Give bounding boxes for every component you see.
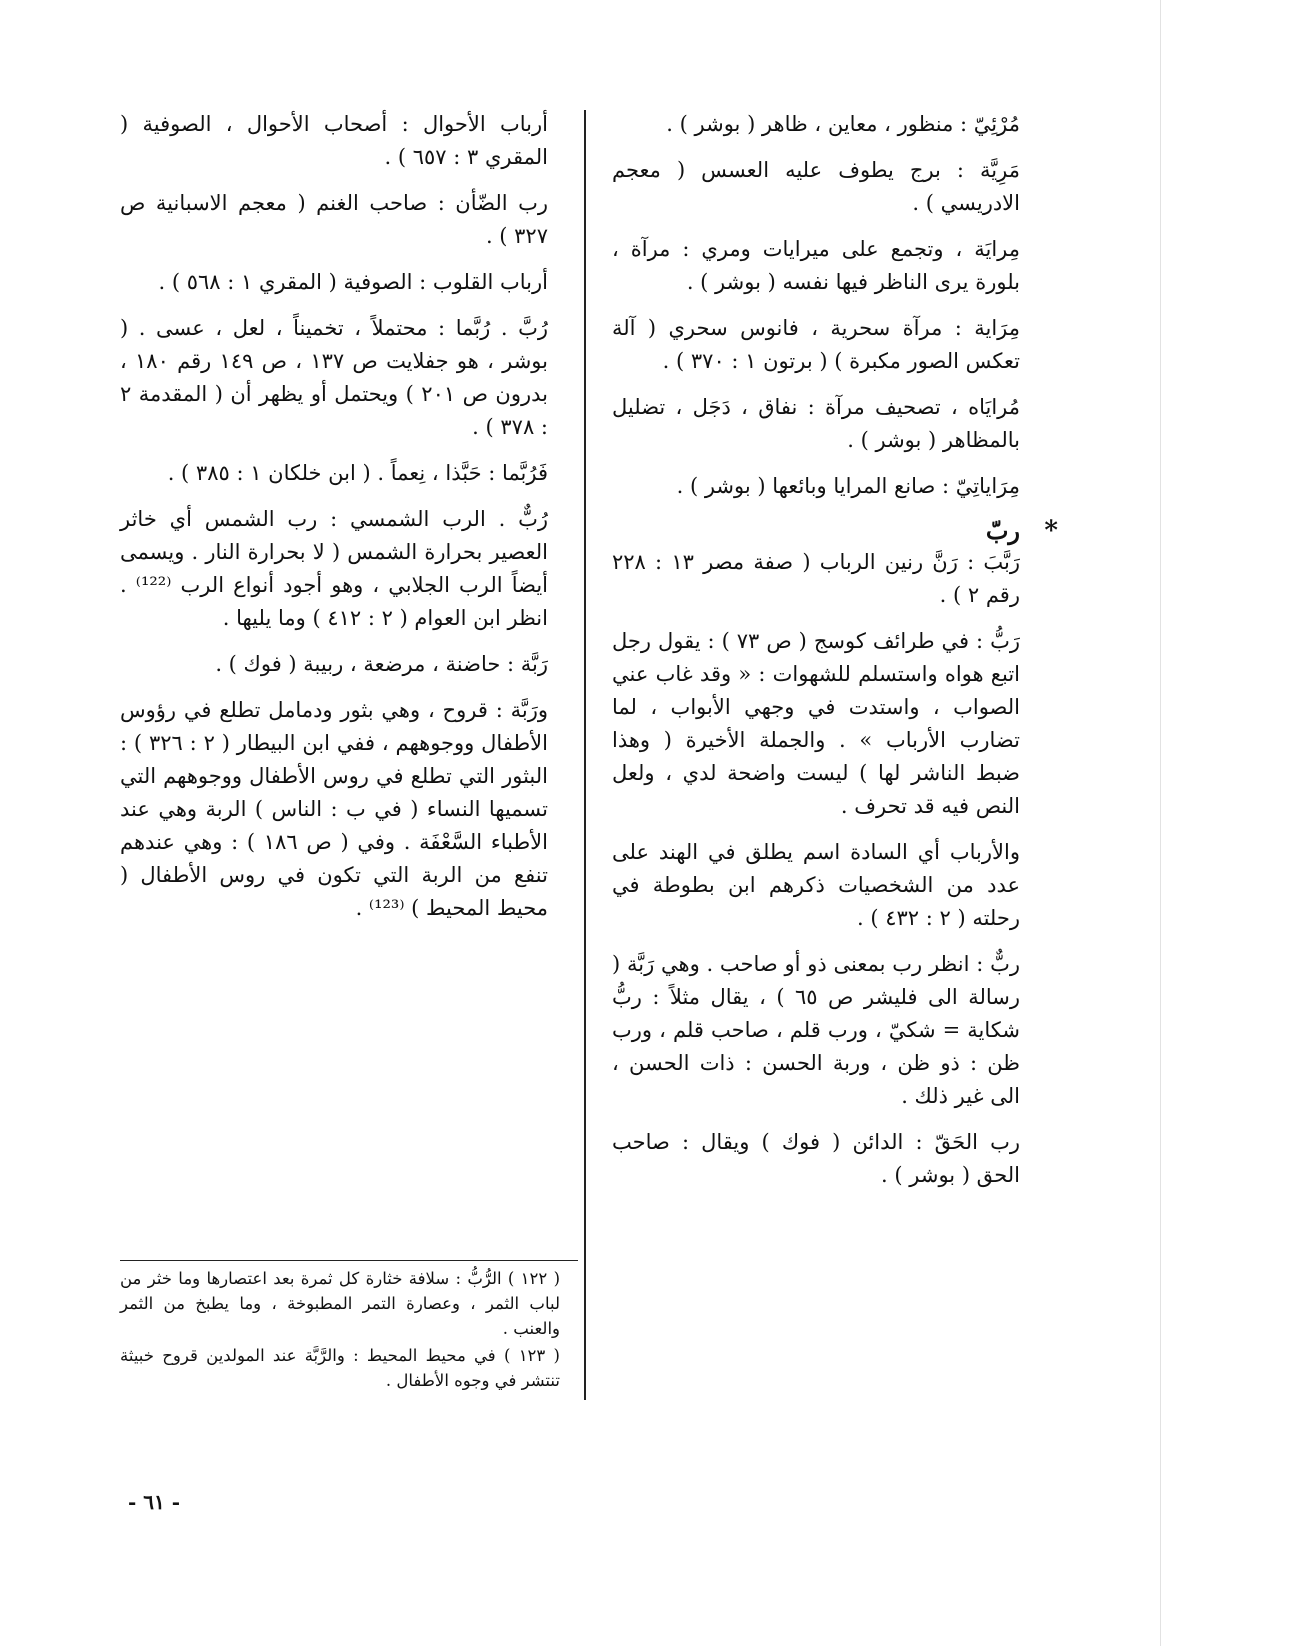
root-headword	[612, 516, 1058, 546]
headword-text: ربّ	[985, 516, 1020, 545]
entry: مِرَاية : مرآة سحرية ، فانوس سحري ( آلة تعكس الصور مكبرة ) ( برتون ١ : ٣٧٠ ) .	[612, 316, 1020, 373]
left-column	[120, 108, 548, 938]
footnote-rule	[120, 1260, 578, 1261]
entry: رَبَّة : حاضنة ، مرضعة ، ربيبة ( فوك ) .	[215, 652, 548, 676]
star-marker: *	[1044, 516, 1058, 546]
entry: ورَبَّة : قروح ، وهي بثور ودمامل تطلع في رؤوس الأطفال ووجوههم ، ففي ابن البيطار ( ٢ : ٣٢٦ ) : البثور التي تطلع في روس الأطفال ووجوههم التي تسميها النساء ( في ب : الناس ) الربة وهي عند الأطباء السَّعْفَة . وفي ( ص ١٨٦ ) : وهي عندهم تنفع من الربة التي تكون في روس الأطفال ( محيط المحيط ) ⁽¹²³⁾ .	[120, 698, 548, 920]
entry: رَبُّ : في طرائف كوسج ( ص ٧٣ ) : يقول رجل اتبع هواه واستسلم للشهوات : « وقد غاب عني الصواب ، واستدت في وجهي الأبواب ، لما تضارب الأرباب » . والجملة الأخيرة ( وهذا ضبط الناشر لها ) ليست واضحة لدي ، ولعل النص فيه قد تحرف .	[612, 629, 1020, 818]
page-edge-line	[1160, 0, 1161, 1646]
right-column	[612, 108, 1058, 1205]
column-divider	[584, 110, 586, 1400]
entry: مُرايَاه ، تصحيف مرآة : نفاق ، دَجَل ، تضليل بالمظاهر ( بوشر ) .	[612, 395, 1020, 452]
entry: ربٌّ : انظر رب بمعنى ذو أو صاحب . وهي رَبَّة ( رسالة الى فليشر ص ٦٥ ) ، يقال مثلاً : ربُّ شكاية = شكيّ ، ورب قلم ، صاحب قلم ، ورب ظن : ذو ظن ، وربة الحسن : ذات الحسن ، الى غير ذلك .	[612, 952, 1020, 1108]
entry: مِرَاياتِيّ : صانع المرايا وبائعها ( بوشر ) .	[676, 474, 1020, 498]
entry: رُبٌّ . الرب الشمسي : رب الشمس أي خاثر العصير بحرارة الشمس ( لا بحرارة النار . ويسمى أيضاً الرب الجلابي ، وهو أجود أنواع الرب ⁽¹²²⁾ . انظر ابن العوام ( ٢ : ٤١٢ ) وما يليها .	[120, 507, 548, 630]
footnote: ( ١٢٣ ) في محيط المحيط : والرَّبَّة عند المولدين قروح خبيثة تنتشر في وجوه الأطفال .	[120, 1346, 560, 1390]
entry: رَبَّبَ : رَنَّ رنين الرباب ( صفة مصر ١٣ : ٢٢٨ رقم ٢ ) .	[612, 550, 1020, 607]
entry: فَرُبَّما : حَبَّذا ، نِعماً . ( ابن خلكان ١ : ٣٨٥ ) .	[167, 461, 548, 485]
entry: رب الحَقّ : الدائن ( فوك ) ويقال : صاحب الحق ( بوشر ) .	[612, 1130, 1020, 1187]
entry: أرباب القلوب : الصوفية ( المقري ١ : ٥٦٨ ) .	[158, 270, 548, 294]
entry: رُبَّ . رُبَّما : محتملاً ، تخميناً ، لعل ، عسى . ( بوشر ، هو جفلايت ص ١٣٧ ، ص ١٤٩ رقم ١٨٠ ، بدرون ص ٢٠١ ) ويحتمل أو يظهر أن ( المقدمة ٢ : ٣٧٨ ) .	[120, 316, 549, 439]
entry: مُرْئِيّ : منظور ، معاين ، ظاهر ( بوشر ) .	[666, 112, 1020, 136]
entry: رب الضّأن : صاحب الغنم ( معجم الاسبانية ص ٣٢٧ ) .	[120, 191, 548, 248]
footnotes	[120, 1266, 560, 1395]
page-number: - ٦١ -	[128, 1490, 181, 1514]
entry: مَرِيَّة : برج يطوف عليه العسس ( معجم الادريسي ) .	[612, 158, 1020, 215]
entry: والأرباب أي السادة اسم يطلق في الهند على عدد من الشخصيات ذكرهم ابن بطوطة في رحلته ( ٢ : ٤٣٢ ) .	[612, 840, 1020, 930]
entry: مِرايَة ، وتجمع على ميرايات ومري : مرآة ، بلورة يرى الناظر فيها نفسه ( بوشر ) .	[612, 237, 1020, 294]
footnote: ( ١٢٢ ) الرُّبُّ : سلافة خثارة كل ثمرة بعد اعتصارها وما خثر من لباب الثمر ، وعصارة التمر المطبوخة ، وما يطبخ من الثمر والعنب .	[120, 1269, 561, 1338]
entry: أرباب الأحوال : أصحاب الأحوال ، الصوفية ( المقري ٣ : ٦٥٧ ) .	[120, 112, 548, 169]
